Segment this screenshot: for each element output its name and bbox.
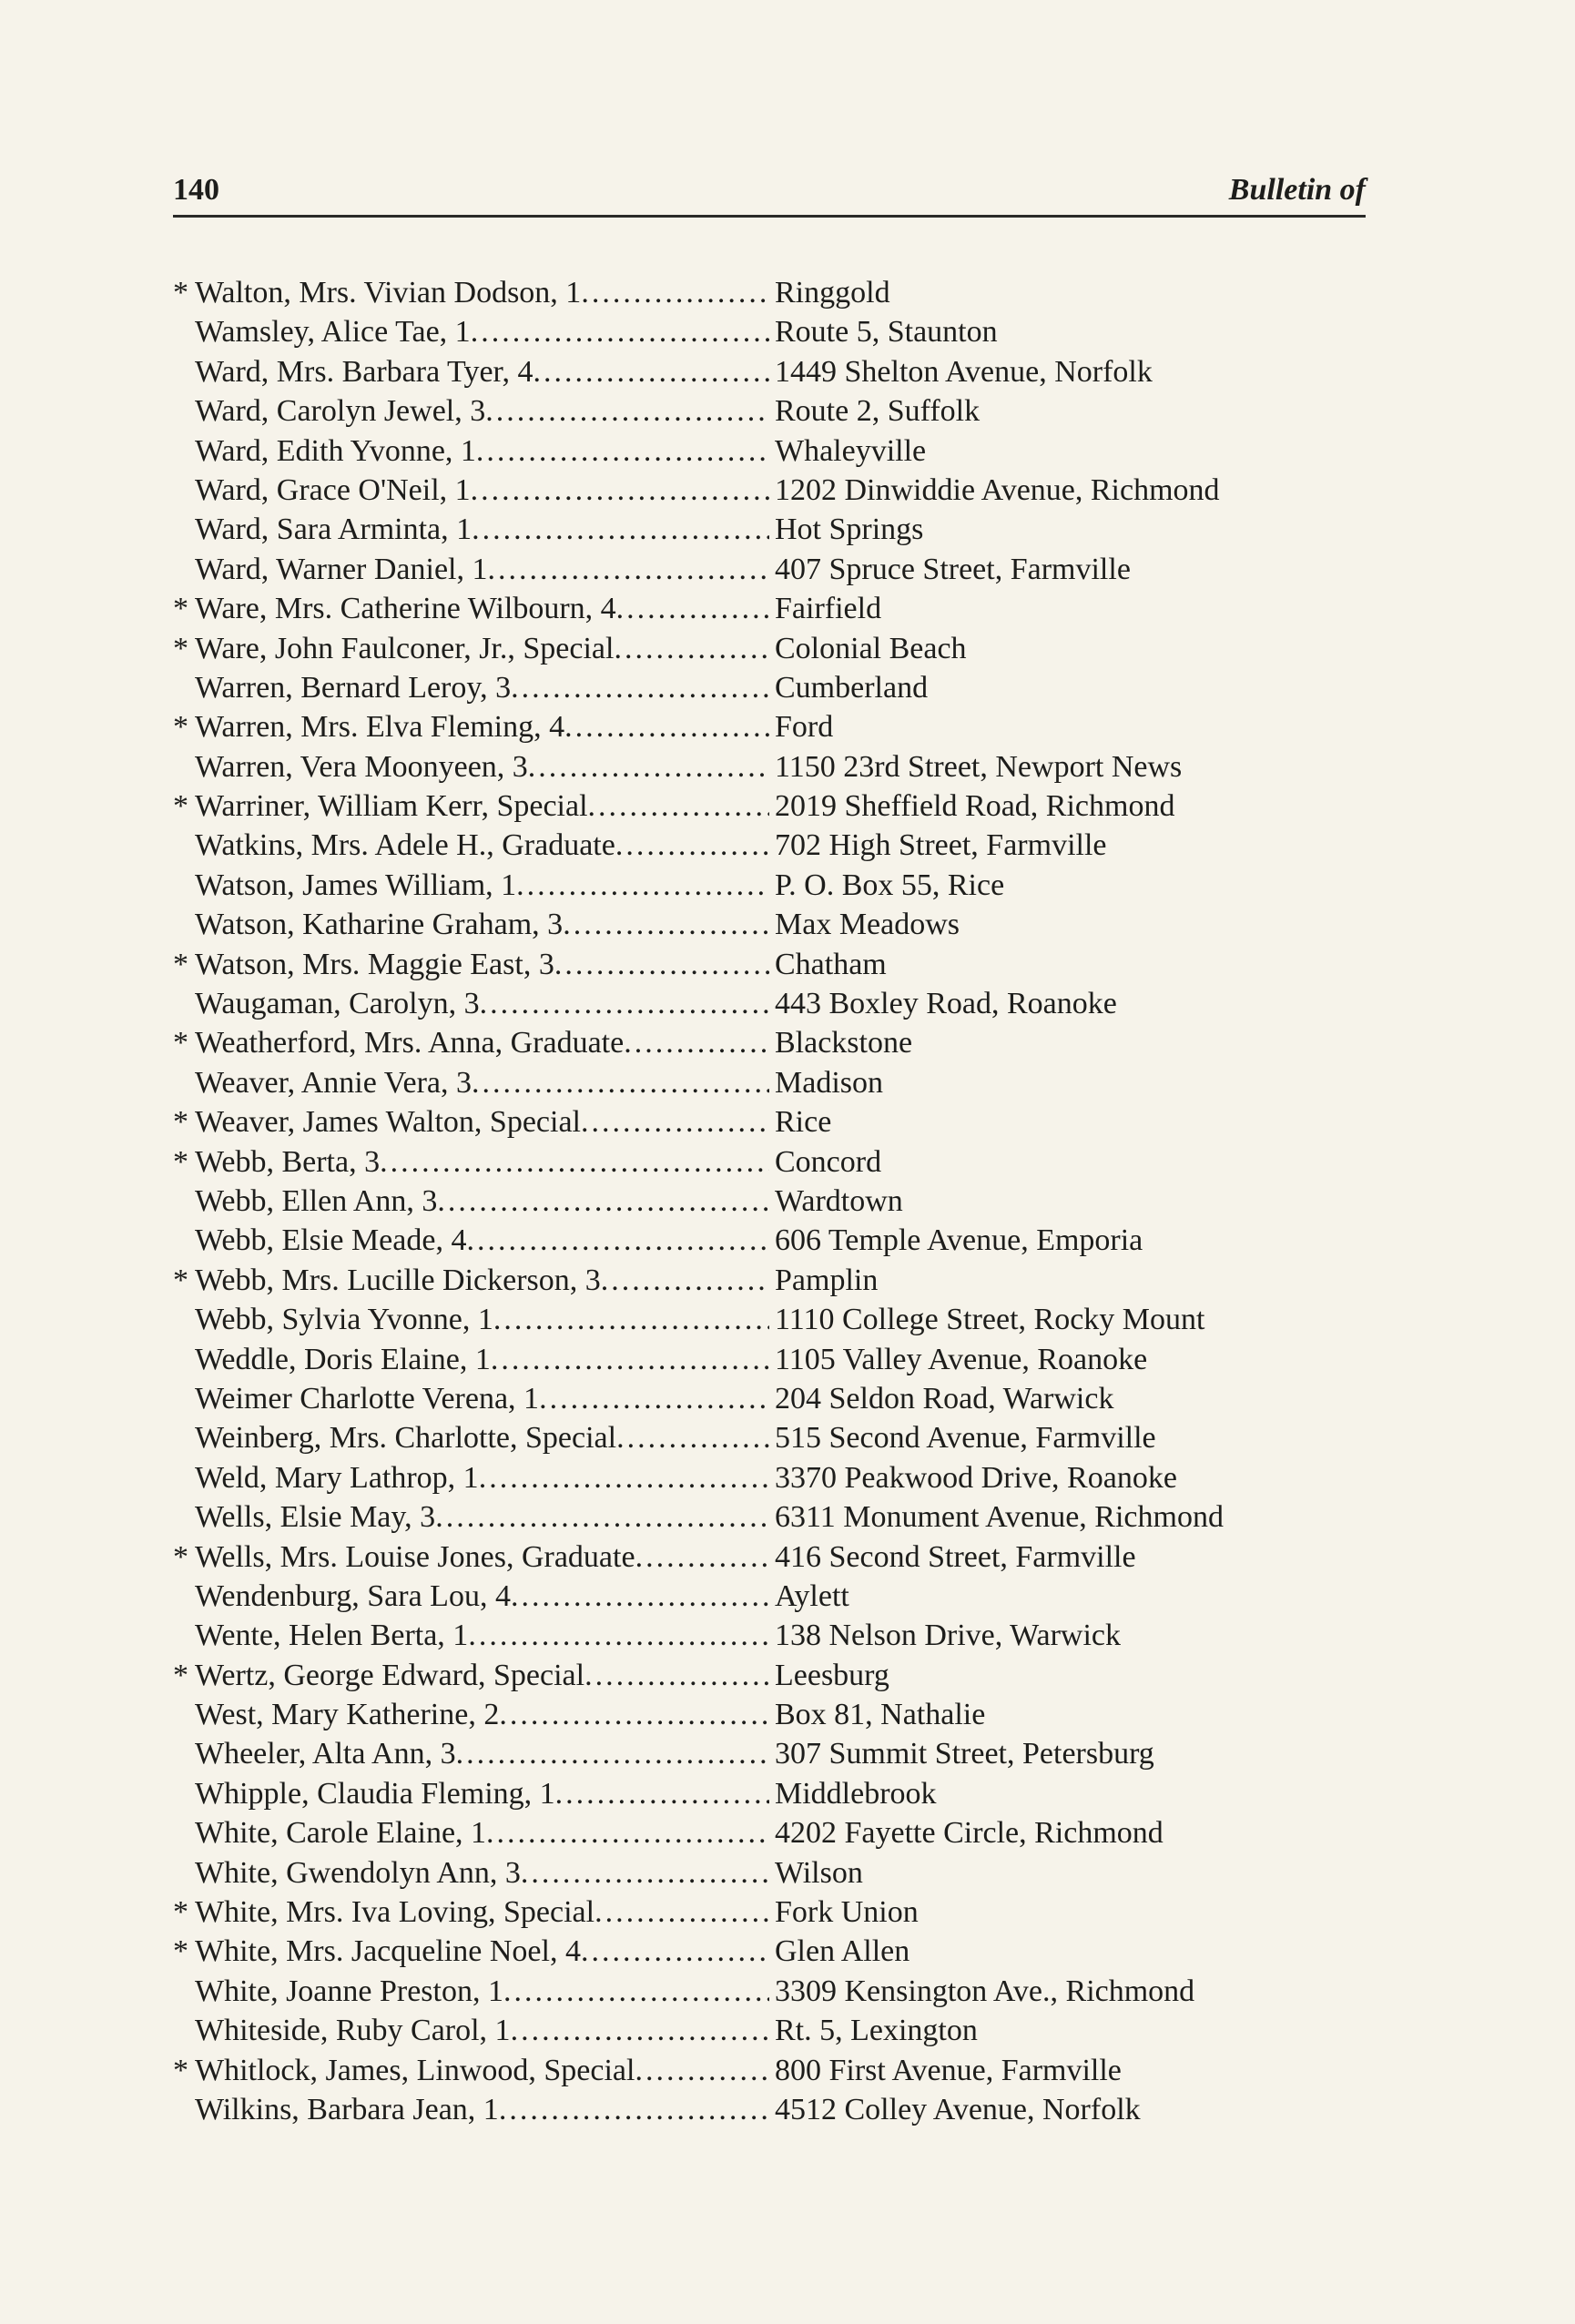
entry-name-column (173, 312, 769, 351)
entry-name: Weinberg, Mrs. Charlotte, Special (195, 1421, 617, 1456)
entry-address: Colonial Beach (775, 631, 967, 665)
asterisk-mark (173, 905, 195, 944)
entry-address: 4202 Fayette Circle, Richmond (775, 1816, 1163, 1851)
asterisk-mark: * (173, 710, 188, 745)
entry-address: 138 Nelson Drive, Warwick (775, 1619, 1121, 1653)
dot-leader (491, 1340, 769, 1379)
entry-name: White, Mrs. Iva Loving, Special (195, 1895, 595, 1930)
entry-address: 1449 Shelton Avenue, Norfolk (775, 354, 1153, 389)
entry-name: Wamsley, Alice Tae, 1 (195, 315, 471, 350)
entry-address: 606 Temple Avenue, Emporia (775, 1223, 1143, 1258)
asterisk-mark (173, 1972, 195, 2011)
list-item (173, 431, 1393, 471)
dot-leader (499, 2090, 769, 2129)
asterisk-mark (173, 2090, 195, 2129)
entry-address: Route 2, Suffolk (775, 394, 981, 429)
asterisk-mark: * (173, 789, 188, 824)
entry-name: Wendenburg, Sara Lou, 4 (195, 1578, 511, 1613)
list-item (173, 826, 1393, 865)
asterisk-mark (173, 1813, 195, 1852)
entry-name-column (173, 1458, 769, 1497)
entry-address: Pamplin (775, 1263, 879, 1297)
entry-name-column (173, 668, 769, 707)
asterisk-mark (173, 1616, 195, 1655)
dot-leader (380, 1142, 769, 1182)
entry-name: Warren, Vera Moonyeen, 3 (195, 749, 528, 784)
list-item (173, 1142, 1393, 1182)
asterisk-mark (173, 747, 195, 787)
entry-name: White, Joanne Preston, 1 (195, 1974, 503, 2008)
entry-name-column (173, 431, 769, 471)
entry-name-column (173, 2090, 769, 2129)
dot-leader (624, 1023, 769, 1062)
dot-leader (584, 1656, 769, 1695)
entry-name: Walton, Mrs. Vivian Dodson, 1 (195, 276, 582, 310)
asterisk-mark: * (173, 631, 188, 665)
dot-leader (581, 1932, 769, 1971)
dot-leader (616, 589, 769, 628)
list-item (173, 1221, 1393, 1260)
list-item (173, 945, 1393, 984)
entry-name: White, Mrs. Jacqueline Noel, 4 (195, 1934, 581, 1969)
list-item (173, 629, 1393, 668)
asterisk-mark (173, 1695, 195, 1734)
entry-name-column (173, 1221, 769, 1260)
list-item (173, 1379, 1393, 1418)
entry-name-column (173, 391, 769, 431)
dot-leader (594, 1893, 769, 1932)
list-item (173, 1300, 1393, 1339)
entry-name: Webb, Sylvia Yvonne, 1 (195, 1303, 493, 1337)
entry-address: Rt. 5, Lexington (775, 2014, 978, 2048)
entry-address: 6311 Monument Avenue, Richmond (775, 1500, 1224, 1535)
asterisk-mark (173, 1221, 195, 1260)
entry-address: Wilson (775, 1855, 863, 1890)
entry-name-column (173, 1142, 769, 1182)
entry-name: Wells, Elsie May, 3 (195, 1500, 436, 1535)
asterisk-mark (173, 510, 195, 549)
entry-address: Chatham (775, 947, 887, 981)
list-item (173, 1577, 1393, 1616)
entry-name: Whiteside, Ruby Carol, 1 (195, 2014, 511, 2048)
entry-name: Weaver, James Walton, Special (195, 1105, 582, 1140)
asterisk-mark: * (173, 1105, 188, 1140)
dot-leader (435, 1497, 769, 1537)
dot-leader (581, 273, 769, 312)
entry-name-column (173, 1616, 769, 1655)
entry-name-column (173, 1023, 769, 1062)
entry-address: 702 High Street, Farmville (775, 828, 1107, 863)
entry-address: 4512 Colley Avenue, Norfolk (775, 2092, 1141, 2126)
entry-name-column (173, 1774, 769, 1813)
entry-address: 2019 Sheffield Road, Richmond (775, 789, 1175, 824)
asterisk-mark (173, 1182, 195, 1221)
list-item (173, 1063, 1393, 1102)
entry-name-column (173, 1537, 769, 1577)
list-item (173, 1813, 1393, 1852)
entry-name-column (173, 1813, 769, 1852)
asterisk-mark: * (173, 1895, 188, 1930)
dot-leader (516, 866, 769, 905)
dot-leader (466, 1221, 769, 1260)
list-item (173, 1734, 1393, 1773)
asterisk-mark (173, 1458, 195, 1497)
entry-name-column (173, 471, 769, 510)
dot-leader (581, 1102, 769, 1142)
entry-address: 1110 College Street, Rocky Mount (775, 1303, 1205, 1337)
list-item (173, 707, 1393, 746)
entry-name: Ward, Carolyn Jewel, 3 (195, 394, 486, 429)
entry-name-column (173, 826, 769, 865)
asterisk-mark (173, 1853, 195, 1893)
entry-name-column (173, 787, 769, 826)
entry-address: Ringgold (775, 276, 890, 310)
dot-leader (615, 826, 769, 865)
entry-name-column (173, 629, 769, 668)
entry-address: Route 5, Staunton (775, 315, 998, 350)
dot-leader (554, 945, 769, 984)
entry-name: Webb, Berta, 3 (195, 1144, 381, 1179)
entry-name-column (173, 1102, 769, 1142)
entry-name-column (173, 1300, 769, 1339)
entry-name-column (173, 1418, 769, 1457)
entry-name: White, Carole Elaine, 1 (195, 1816, 487, 1851)
entry-name: Weddle, Doris Elaine, 1 (195, 1342, 491, 1376)
dot-leader (521, 1853, 769, 1893)
list-item (173, 312, 1393, 351)
asterisk-mark (173, 352, 195, 391)
entry-address: 1150 23rd Street, Newport News (775, 749, 1183, 784)
list-item (173, 1261, 1393, 1300)
running-title: Bulletin of (1228, 173, 1366, 207)
list-item (173, 2051, 1393, 2090)
asterisk-mark (173, 1734, 195, 1773)
dot-leader (472, 510, 769, 549)
list-item (173, 2011, 1393, 2050)
list-item (173, 1418, 1393, 1457)
list-item (173, 787, 1393, 826)
entry-address: 3370 Peakwood Drive, Roanoke (775, 1460, 1177, 1495)
asterisk-mark (173, 1340, 195, 1379)
entry-name-column (173, 1261, 769, 1300)
entry-name: Warriner, William Kerr, Special (195, 789, 588, 824)
entry-name: Watkins, Mrs. Adele H., Graduate (195, 828, 615, 863)
list-item (173, 747, 1393, 787)
entry-name-column (173, 984, 769, 1023)
entry-name: Ward, Warner Daniel, 1 (195, 552, 488, 586)
dot-leader (511, 668, 769, 707)
page-header (173, 173, 1366, 218)
dot-leader (471, 312, 769, 351)
asterisk-mark (173, 431, 195, 471)
entry-address: 307 Summit Street, Petersburg (775, 1737, 1154, 1771)
list-item (173, 984, 1393, 1023)
entry-name: Ward, Edith Yvonne, 1 (195, 433, 476, 468)
dot-leader (503, 1972, 769, 2011)
entry-name: Weaver, Annie Vera, 3 (195, 1065, 472, 1100)
list-item (173, 1656, 1393, 1695)
entry-address: 800 First Avenue, Farmville (775, 2053, 1122, 2087)
asterisk-mark (173, 984, 195, 1023)
dot-leader (511, 2011, 769, 2050)
dot-leader (528, 747, 769, 787)
entry-name: Waugaman, Carolyn, 3 (195, 987, 480, 1021)
asterisk-mark: * (173, 276, 188, 310)
entry-name: White, Gwendolyn Ann, 3 (195, 1855, 521, 1890)
entry-address: Fairfield (775, 592, 882, 626)
entry-name: Watson, Mrs. Maggie East, 3 (195, 947, 554, 981)
entry-address: 416 Second Street, Farmville (775, 1539, 1136, 1574)
dot-leader (614, 629, 769, 668)
entry-name: Weld, Mary Lathrop, 1 (195, 1460, 479, 1495)
entry-name-column (173, 1340, 769, 1379)
entry-name-column (173, 866, 769, 905)
entry-address: 1202 Dinwiddie Avenue, Richmond (775, 472, 1220, 507)
entry-name-column (173, 1932, 769, 1971)
dot-leader (437, 1182, 769, 1221)
dot-leader (486, 1813, 769, 1852)
list-item (173, 1023, 1393, 1062)
entry-address: Leesburg (775, 1658, 889, 1692)
entry-name: Wheeler, Alta Ann, 3 (195, 1737, 456, 1771)
asterisk-mark: * (173, 2053, 188, 2087)
entry-name-column (173, 1656, 769, 1695)
entry-name-column (173, 747, 769, 787)
list-item (173, 471, 1393, 510)
list-item (173, 589, 1393, 628)
entry-name: Webb, Ellen Ann, 3 (195, 1183, 438, 1218)
entry-name: Wente, Helen Berta, 1 (195, 1619, 469, 1653)
list-item (173, 1458, 1393, 1497)
list-item (173, 1932, 1393, 1971)
asterisk-mark (173, 1418, 195, 1457)
dot-leader (616, 1418, 769, 1457)
asterisk-mark: * (173, 1026, 188, 1061)
entry-address: 204 Seldon Road, Warwick (775, 1381, 1114, 1416)
list-item (173, 352, 1393, 391)
entry-name-column (173, 905, 769, 944)
entry-name: Warren, Mrs. Elva Fleming, 4 (195, 710, 565, 745)
entry-name: Ward, Sara Arminta, 1 (195, 512, 472, 547)
dot-leader (472, 1063, 769, 1102)
entry-name: Weimer Charlotte Verena, 1 (195, 1381, 540, 1416)
entry-address: 407 Spruce Street, Farmville (775, 552, 1131, 586)
entry-name: Whipple, Claudia Fleming, 1 (195, 1776, 555, 1811)
entry-name: Weatherford, Mrs. Anna, Graduate (195, 1026, 625, 1061)
dot-leader (499, 1695, 769, 1734)
entry-address: Ford (775, 710, 834, 745)
dot-leader (539, 1379, 769, 1418)
student-directory-list (173, 273, 1393, 2129)
entry-address: 515 Second Avenue, Farmville (775, 1421, 1156, 1456)
list-item (173, 1616, 1393, 1655)
list-item (173, 1893, 1393, 1932)
asterisk-mark (173, 312, 195, 351)
dot-leader (456, 1734, 769, 1773)
entry-address: Aylett (775, 1578, 849, 1613)
dot-leader (480, 984, 769, 1023)
entry-address: Hot Springs (775, 512, 924, 547)
dot-leader (485, 391, 769, 431)
entry-address: Fork Union (775, 1895, 919, 1930)
dot-leader (588, 787, 769, 826)
list-item (173, 1774, 1393, 1813)
asterisk-mark: * (173, 592, 188, 626)
list-item (173, 1102, 1393, 1142)
asterisk-mark: * (173, 1539, 188, 1574)
entry-address: Rice (775, 1105, 832, 1140)
dot-leader (635, 2051, 769, 2090)
entry-address: Box 81, Nathalie (775, 1698, 986, 1732)
entry-address: Madison (775, 1065, 883, 1100)
entry-address: 443 Boxley Road, Roanoke (775, 987, 1117, 1021)
list-item (173, 391, 1393, 431)
list-item (173, 1182, 1393, 1221)
asterisk-mark (173, 1063, 195, 1102)
entry-name-column (173, 510, 769, 549)
asterisk-mark (173, 391, 195, 431)
entry-name-column (173, 1734, 769, 1773)
page-number: 140 (173, 173, 219, 207)
entry-name: Whitlock, James, Linwood, Special (195, 2053, 635, 2087)
dot-leader (493, 1300, 769, 1339)
entry-name-column (173, 1695, 769, 1734)
asterisk-mark: * (173, 1144, 188, 1179)
asterisk-mark (173, 1497, 195, 1537)
entry-name-column (173, 1063, 769, 1102)
dot-leader (488, 550, 770, 589)
entry-name-column (173, 1972, 769, 2011)
entry-name: Wilkins, Barbara Jean, 1 (195, 2092, 499, 2126)
entry-address: Cumberland (775, 670, 929, 705)
dot-leader (635, 1537, 769, 1577)
list-item (173, 2090, 1393, 2129)
entry-address: P. O. Box 55, Rice (775, 868, 1005, 902)
entry-address: Glen Allen (775, 1934, 910, 1969)
entry-name-column (173, 589, 769, 628)
entry-name: Webb, Elsie Meade, 4 (195, 1223, 467, 1258)
entry-name-column (173, 2051, 769, 2090)
list-item (173, 1340, 1393, 1379)
list-item (173, 510, 1393, 549)
dot-leader (471, 471, 769, 510)
list-item (173, 1972, 1393, 2011)
entry-name-column (173, 2011, 769, 2050)
entry-name: Ward, Mrs. Barbara Tyer, 4 (195, 354, 533, 389)
entry-name: Wertz, George Edward, Special (195, 1658, 585, 1692)
asterisk-mark (173, 826, 195, 865)
entry-name-column (173, 707, 769, 746)
asterisk-mark (173, 668, 195, 707)
entry-address: 1105 Valley Avenue, Roanoke (775, 1342, 1148, 1376)
asterisk-mark: * (173, 1934, 188, 1969)
dot-leader (533, 352, 770, 391)
list-item (173, 668, 1393, 707)
asterisk-mark (173, 1379, 195, 1418)
dot-leader (563, 905, 769, 944)
list-item (173, 1853, 1393, 1893)
asterisk-mark (173, 550, 195, 589)
entry-name: Ware, John Faulconer, Jr., Special (195, 631, 615, 665)
entry-name: Ward, Grace O'Neil, 1 (195, 472, 471, 507)
list-item (173, 273, 1393, 312)
entry-name: Watson, James William, 1 (195, 868, 517, 902)
asterisk-mark (173, 866, 195, 905)
dot-leader (468, 1616, 769, 1655)
asterisk-mark: * (173, 947, 188, 981)
entry-name-column (173, 945, 769, 984)
list-item (173, 1537, 1393, 1577)
list-item (173, 905, 1393, 944)
asterisk-mark (173, 1577, 195, 1616)
entry-address: Concord (775, 1144, 882, 1179)
entry-address: Max Meadows (775, 908, 960, 942)
asterisk-mark: * (173, 1658, 188, 1692)
entry-name-column (173, 273, 769, 312)
entry-address: Wardtown (775, 1183, 903, 1218)
entry-name-column (173, 1497, 769, 1537)
entry-address: Whaleyville (775, 433, 927, 468)
list-item (173, 1497, 1393, 1537)
list-item (173, 1695, 1393, 1734)
asterisk-mark (173, 471, 195, 510)
entry-address: Middlebrook (775, 1776, 937, 1811)
entry-name: Ware, Mrs. Catherine Wilbourn, 4 (195, 592, 616, 626)
entry-address: 3309 Kensington Ave., Richmond (775, 1974, 1195, 2008)
entry-name-column (173, 1379, 769, 1418)
asterisk-mark (173, 2011, 195, 2050)
dot-leader (479, 1458, 769, 1497)
list-item (173, 866, 1393, 905)
dot-leader (511, 1577, 769, 1616)
entry-name: Webb, Mrs. Lucille Dickerson, 3 (195, 1263, 601, 1297)
dot-leader (564, 707, 769, 746)
list-item (173, 550, 1393, 589)
dot-leader (601, 1261, 769, 1300)
dot-leader (476, 431, 769, 471)
asterisk-mark (173, 1774, 195, 1813)
entry-name-column (173, 1577, 769, 1616)
asterisk-mark (173, 1300, 195, 1339)
entry-name-column (173, 352, 769, 391)
asterisk-mark: * (173, 1263, 188, 1297)
dot-leader (555, 1774, 769, 1813)
entry-name: Warren, Bernard Leroy, 3 (195, 670, 512, 705)
entry-name-column (173, 550, 769, 589)
entry-address: Blackstone (775, 1026, 913, 1061)
entry-name-column (173, 1893, 769, 1932)
entry-name: Wells, Mrs. Louise Jones, Graduate (195, 1539, 635, 1574)
entry-name: Watson, Katharine Graham, 3 (195, 908, 564, 942)
entry-name-column (173, 1853, 769, 1893)
entry-name-column (173, 1182, 769, 1221)
entry-name: West, Mary Katherine, 2 (195, 1698, 500, 1732)
